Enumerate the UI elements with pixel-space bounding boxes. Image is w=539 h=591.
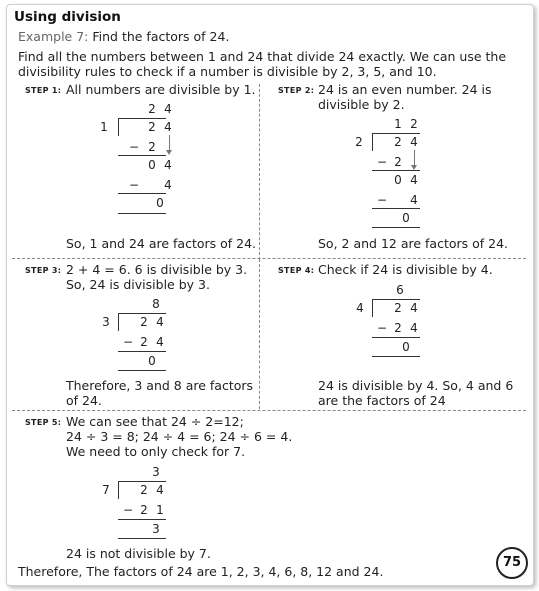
page-number: 75 [496, 547, 528, 579]
step-5-conclusion: 24 is not divisible by 7. [66, 546, 211, 561]
step-1-minus-sign: − [128, 140, 140, 154]
step-1-remainder-digit: 0 [148, 158, 156, 172]
step-1-division-bar [118, 118, 166, 119]
step-3-subtract-digit: 2 [140, 335, 148, 349]
step-1-final-remainder: 0 [156, 196, 164, 210]
step-4-subtraction-line [372, 337, 420, 338]
example-heading [18, 29, 229, 44]
step-5-divisor: 7 [102, 483, 110, 497]
step-2-subtraction-line [372, 208, 420, 209]
step-5-line-3: We need to only check for 7. [66, 444, 246, 459]
step-3-dividend-digit: 2 [140, 315, 148, 329]
step-4-subtract-digit: 2 [394, 321, 402, 335]
step-4-label: STEP 4: [278, 266, 315, 275]
step-5-line-2: 24 ÷ 3 = 8; 24 ÷ 4 = 6; 24 ÷ 6 = 4. [66, 429, 293, 444]
step-4-conclusion-line-2: are the factors of 24 [318, 393, 446, 408]
step-4-divisor: 4 [356, 301, 364, 315]
step-5-underline [118, 538, 166, 539]
step-5-minus-sign: − [122, 503, 134, 517]
step-3-label: STEP 3: [25, 266, 62, 275]
intro-line-1: Find all the numbers between 1 and 24 that divide 24 exactly. We can use the [18, 49, 507, 64]
divider-vertical-middle [259, 259, 260, 409]
final-statement: Therefore, The factors of 24 are 1, 2, 3, 4, 6, 8, 12 and 24. [18, 564, 384, 579]
step-2-subtraction-line [372, 170, 420, 171]
step-2-conclusion: So, 2 and 12 are factors of 24. [318, 236, 509, 251]
divider-vertical-top [259, 84, 260, 260]
step-4-division-bracket [372, 299, 373, 317]
step-4-line-1: Check if 24 is divisible by 4. [318, 262, 493, 277]
step-3-subtraction-line [118, 351, 166, 352]
step-1-label: STEP 1: [25, 86, 62, 95]
step-5-subtraction-line [118, 519, 166, 520]
step-1-remainder-digit: 4 [164, 158, 172, 172]
step-4-minus-sign: − [376, 321, 388, 335]
step-1-bring-down-arrow [169, 135, 170, 151]
step-2-remainder-digit: 0 [394, 173, 402, 187]
step-2-quotient-digit: 2 [410, 117, 418, 131]
step-1-minus-sign: − [128, 178, 140, 192]
divider-horizontal-1 [12, 258, 526, 259]
step-3-division-bar [118, 313, 166, 314]
step-5-quotient-digit: 3 [152, 465, 160, 479]
step-2-bring-down-arrow [414, 150, 415, 166]
step-5-dividend-digit: 4 [156, 483, 164, 497]
step-2-label: STEP 2: [278, 86, 315, 95]
example-text: Find the factors of 24. [92, 29, 230, 44]
step-3-quotient-digit: 8 [152, 297, 160, 311]
step-3-divisor: 3 [102, 315, 110, 329]
step-2-line-1: 24 is an even number. 24 is [318, 82, 492, 97]
divider-horizontal-2 [12, 410, 526, 411]
step-2-quotient-digit: 1 [394, 117, 402, 131]
step-5-division-bar [118, 481, 166, 482]
step-2-subtract-digit: 4 [410, 193, 418, 207]
step-3-conclusion-line-2: of 24. [66, 393, 102, 408]
section-title: Using division [14, 9, 121, 25]
step-3-division-bracket [118, 313, 119, 331]
step-4-underline [372, 356, 420, 357]
step-2-remainder-digit: 4 [410, 173, 418, 187]
step-1-dividend-digit: 2 [148, 120, 156, 134]
step-2-underline [372, 227, 420, 228]
step-2-dividend-digit: 4 [410, 135, 418, 149]
step-4-quotient-digit: 6 [396, 283, 404, 297]
step-4-final-remainder: 0 [402, 340, 410, 354]
step-1-division-bracket [118, 118, 119, 136]
step-1-dividend-digit: 4 [164, 120, 172, 134]
step-4-dividend-digit: 2 [394, 301, 402, 315]
step-5-line-1: We can see that 24 ÷ 2=12; [66, 414, 244, 429]
step-2-dividend-digit: 2 [394, 135, 402, 149]
step-1-subtraction-line [118, 155, 166, 156]
step-1-conclusion: So, 1 and 24 are factors of 24. [66, 236, 257, 251]
step-2-division-bracket [372, 133, 373, 151]
step-5-label: STEP 5: [25, 418, 62, 427]
step-5-subtract-digit: 2 [140, 503, 148, 517]
step-2-line-2: divisible by 2. [318, 97, 405, 112]
step-3-dividend-digit: 4 [156, 315, 164, 329]
step-3-line-1: 2 + 4 = 6. 6 is divisible by 3. [66, 262, 248, 277]
step-5-final-remainder: 3 [152, 522, 160, 536]
step-3-minus-sign: − [122, 335, 134, 349]
intro-line-2: divisibility rules to check if a number is divisible by 2, 3, 5, and 10. [18, 64, 437, 79]
step-2-division-bar [372, 133, 420, 134]
step-4-conclusion-line-1: 24 is divisible by 4. So, 4 and 6 [318, 378, 514, 393]
step-2-minus-sign: − [376, 193, 388, 207]
step-3-conclusion-line-1: Therefore, 3 and 8 are factors [66, 378, 254, 393]
step-5-dividend-digit: 2 [140, 483, 148, 497]
example-label: Example 7: [18, 29, 89, 44]
step-5-subtract-digit: 1 [156, 503, 164, 517]
step-1-subtract-digit: 2 [148, 140, 156, 154]
step-4-dividend-digit: 4 [410, 301, 418, 315]
step-2-divisor: 2 [355, 135, 363, 149]
step-1-line-1: All numbers are divisible by 1. [66, 82, 256, 97]
step-4-subtract-digit: 4 [410, 321, 418, 335]
step-1-underline [118, 213, 166, 214]
step-5-division-bracket [118, 481, 119, 499]
step-1-quotient-digit: 2 [148, 102, 156, 116]
step-2-final-remainder: 0 [402, 211, 410, 225]
step-3-final-remainder: 0 [148, 354, 156, 368]
step-2-minus-sign: − [376, 155, 388, 169]
step-1-quotient-digit: 4 [164, 102, 172, 116]
step-1-divisor: 1 [100, 120, 108, 134]
step-3-line-2: So, 24 is divisible by 3. [66, 277, 210, 292]
step-1-subtraction-line [118, 193, 166, 194]
step-4-division-bar [372, 299, 420, 300]
step-1-subtract-digit: 4 [164, 178, 172, 192]
step-3-subtract-digit: 4 [156, 335, 164, 349]
step-3-underline [118, 370, 166, 371]
step-2-subtract-digit: 2 [394, 155, 402, 169]
